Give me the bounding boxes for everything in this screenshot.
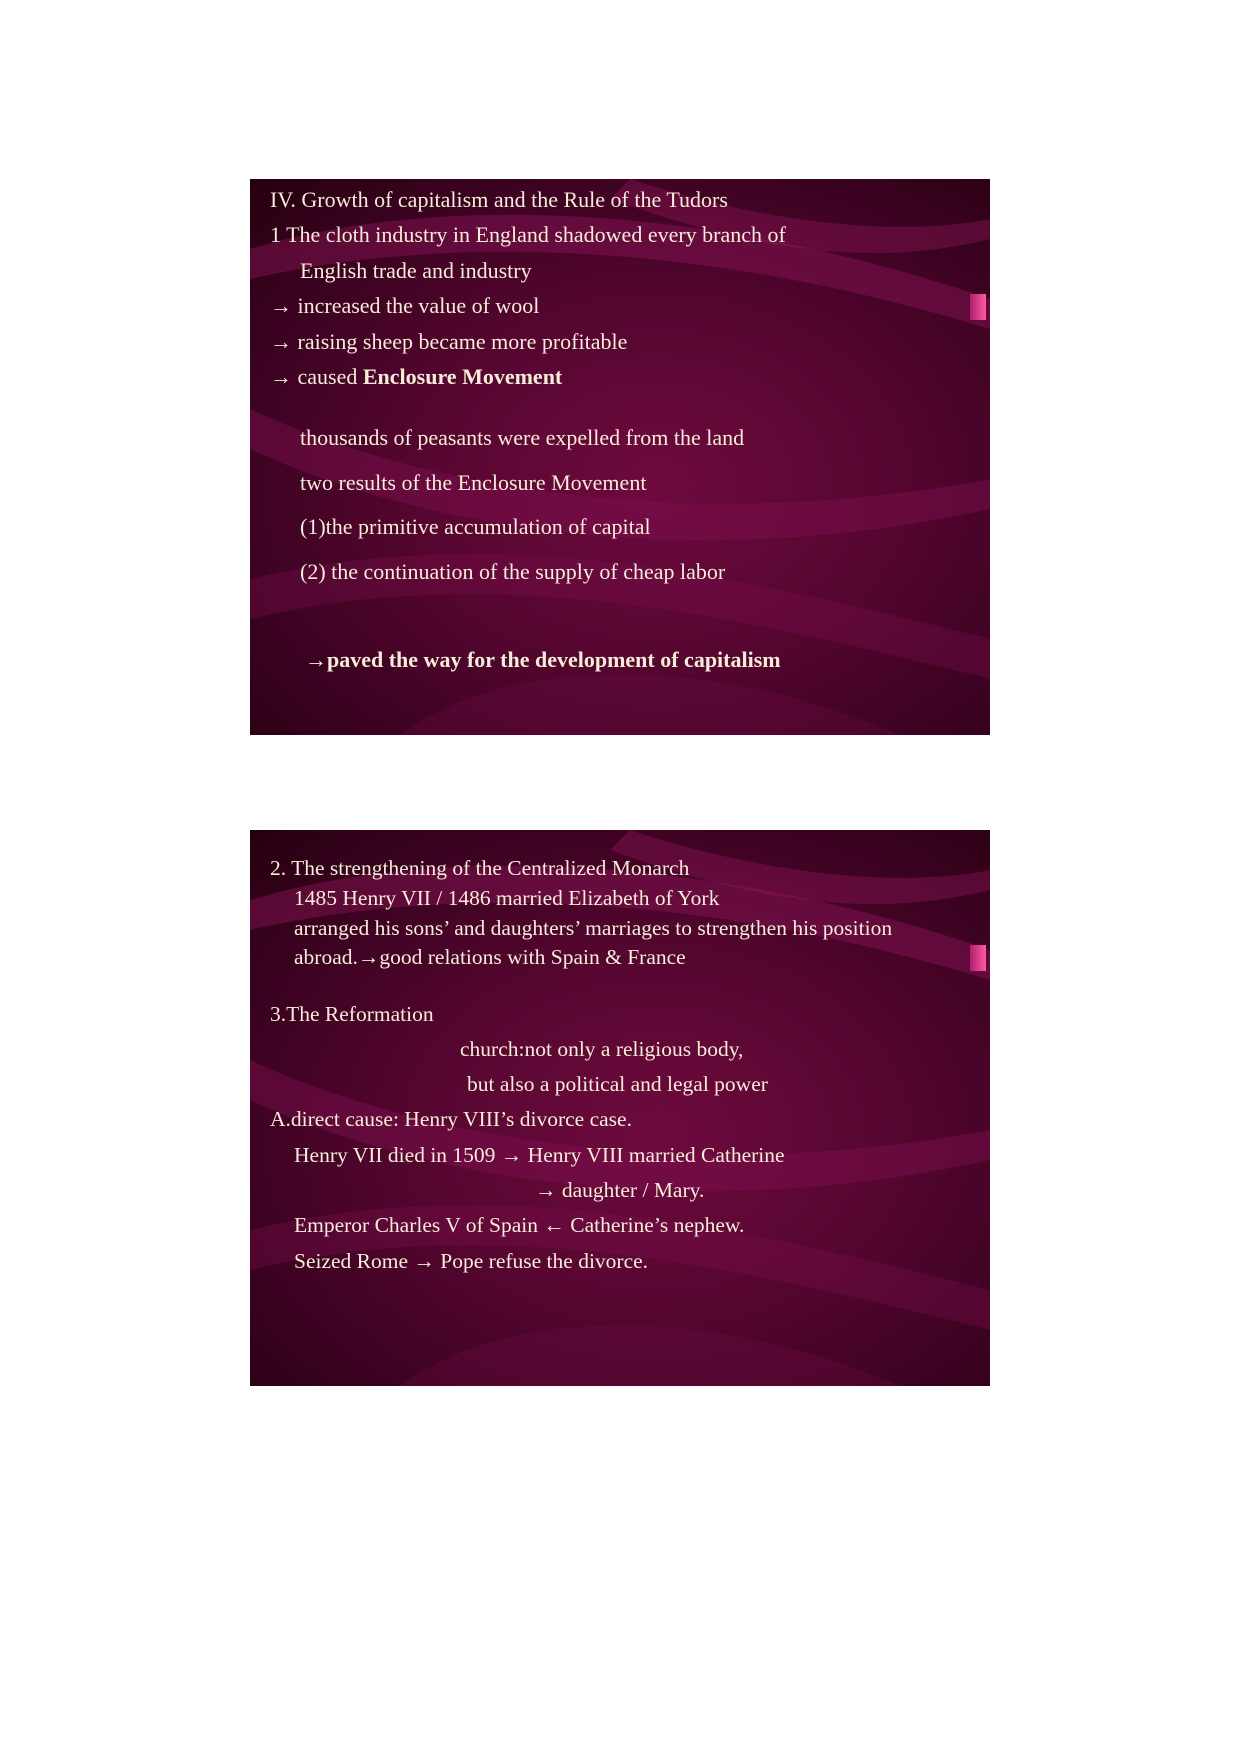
text-line: (1)the primitive accumulation of capital bbox=[300, 514, 651, 539]
text-prefix: → caused bbox=[270, 364, 363, 389]
accent-edge-mark bbox=[970, 294, 986, 320]
text-line: A.direct cause: Henry VIII’s divorce case. bbox=[270, 1107, 632, 1131]
accent-edge-mark bbox=[970, 945, 986, 971]
slide-1 bbox=[250, 179, 990, 735]
text-line: → raising sheep became more profitable bbox=[270, 329, 628, 354]
text-line: abroad.→good relations with Spain & France bbox=[294, 945, 686, 969]
bold-term: Enclosure Movement bbox=[362, 364, 563, 389]
text-line: English trade and industry bbox=[300, 258, 532, 283]
text-line: Henry VII died in 1509 → Henry VIII married Catherine bbox=[294, 1143, 785, 1167]
text-line: (2) the continuation of the supply of cheap labor bbox=[300, 559, 726, 584]
text-line: → increased the value of wool bbox=[270, 293, 540, 318]
text-line: church:not only a religious body, bbox=[460, 1037, 744, 1061]
text-line: Seized Rome → Pope refuse the divorce. bbox=[294, 1249, 649, 1273]
text-line: arranged his sons’ and daughters’ marriages to strengthen his position bbox=[294, 916, 893, 940]
slide-2 bbox=[250, 830, 990, 1386]
slide-title: IV. Growth of capitalism and the Rule of the Tudors bbox=[270, 187, 728, 212]
text-line bbox=[270, 364, 562, 390]
text-line: → daughter / Mary. bbox=[535, 1178, 705, 1202]
text-line: thousands of peasants were expelled from the land bbox=[300, 425, 745, 450]
text-line: but also a political and legal power bbox=[467, 1072, 768, 1096]
text-line: two results of the Enclosure Movement bbox=[300, 470, 647, 495]
slide-heading: 2. The strengthening of the Centralized Monarch bbox=[270, 856, 690, 880]
text-line: Emperor Charles V of Spain ← Catherine’s nephew. bbox=[294, 1213, 745, 1237]
text-line: 1485 Henry VII / 1486 married Elizabeth of York bbox=[294, 886, 720, 910]
conclusion-text: →paved the way for the development of capitalism bbox=[305, 647, 781, 672]
section-heading: 3.The Reformation bbox=[270, 1002, 434, 1026]
conclusion-line bbox=[305, 647, 781, 673]
text-line: 1 The cloth industry in England shadowed every branch of bbox=[270, 222, 786, 247]
